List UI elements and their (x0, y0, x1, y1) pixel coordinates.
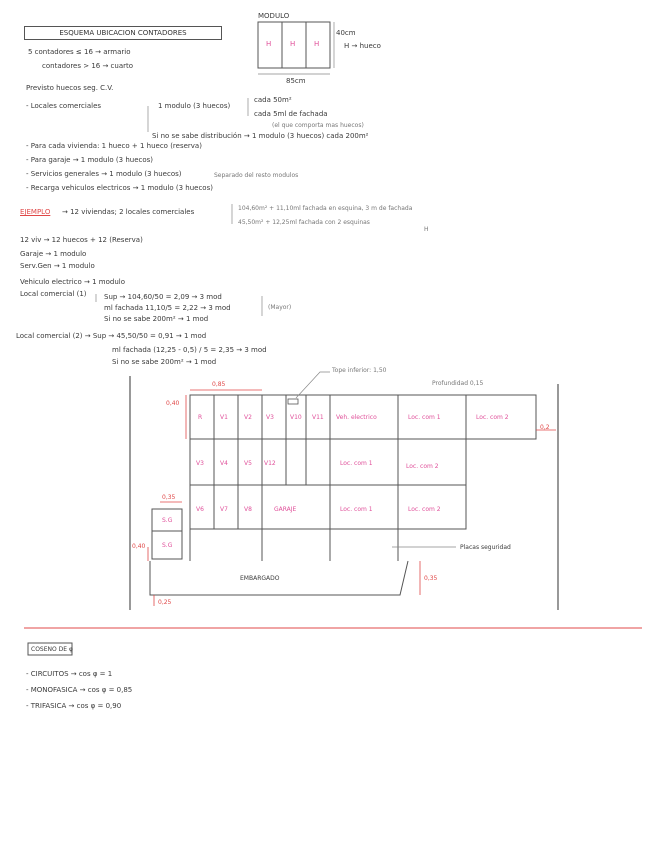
cell-v7: V7 (220, 506, 228, 513)
cell-loc1-r1: Loc. com 1 (408, 414, 441, 421)
item-servicios: - Servicios generales → 1 modulo (3 huecos) (26, 170, 182, 178)
cell-veh-electrico: Veh. electrico (336, 414, 377, 421)
calc-local2: Local comercial (2) → Sup → 45,50/50 = 0,91 → 1 mod (16, 332, 207, 340)
cell-loc1-r3: Loc. com 1 (340, 506, 373, 513)
modulo-cell-1: H (266, 40, 272, 48)
note-mayor: (Mayor) (268, 304, 292, 311)
modulo-legend: H → hueco (344, 42, 381, 50)
cell-v5: V5 (244, 460, 252, 467)
calc-local1-nosabe: Si no se sabe 200m² → 1 mod (104, 315, 209, 323)
modulo-width: 85cm (286, 77, 306, 85)
locales-opt1c: (el que comporta mas huecos) (272, 122, 364, 129)
previsto-text: Previsto huecos seg. C.V. (26, 84, 114, 92)
cell-garaje: GARAJE (274, 506, 297, 513)
cell-loc1-r2: Loc. com 1 (340, 460, 373, 467)
item-garaje: - Para garaje → 1 modulo (3 huecos) (26, 156, 154, 164)
dim-foot: 0,25 (158, 599, 172, 606)
dim-basin: 0,35 (424, 575, 438, 582)
calc-vehiculo: Vehiculo electrico → 1 modulo (20, 278, 125, 286)
ejemplo-local1: 104,60m² + 11,10ml fachada en esquina, 3 m de fachada (238, 205, 413, 212)
cell-v4: V4 (220, 460, 228, 467)
cell-r: R (198, 414, 203, 421)
calc-local1-fachada: ml fachada 11,10/5 = 2,22 → 3 mod (104, 304, 231, 312)
cell-v3-top: V3 (266, 414, 274, 421)
ejemplo-local2: 45,50m² + 12,25ml fachada con 2 esquinas (238, 219, 370, 226)
cell-loc2-r2: Loc. com 2 (406, 463, 439, 470)
calc-local2-nosabe: Si no se sabe 200m² → 1 mod (112, 358, 217, 366)
modulo-label: MODULO (258, 12, 290, 20)
coseno-trifasica: - TRIFASICA → cos φ = 0,90 (26, 702, 122, 710)
modulo-height: 40cm (336, 29, 356, 37)
calc-local2-fachada: ml fachada (12,25 - 0,5) / 5 = 2,35 → 3 mod (112, 346, 267, 354)
dim-top: 0,85 (212, 381, 226, 388)
cell-v6: V6 (196, 506, 204, 513)
coseno-label: COSENO DE φ (31, 646, 73, 653)
locales-opt1a: cada 50m² (254, 96, 292, 104)
ejemplo-text: → 12 viviendas; 2 locales comerciales (62, 208, 195, 216)
cell-v10: V10 (290, 414, 302, 421)
note-tope-inferior: Tope inferior: 1,50 (332, 367, 387, 374)
basin-label: EMBARGADO (240, 575, 280, 582)
locales-label: - Locales comerciales (26, 102, 102, 110)
cell-v8: V8 (244, 506, 252, 513)
item-vivienda: - Para cada vivienda: 1 hueco + 1 hueco (reserva) (26, 142, 202, 150)
item-recarga: - Recarga vehiculos electricos → 1 modulo (3 huecos) (26, 184, 213, 192)
modulo-cell-3: H (314, 40, 320, 48)
coseno-monofasica: - MONOFASICA → cos φ = 0,85 (26, 686, 133, 694)
calc-viviendas: 12 viv → 12 huecos + 12 (Reserva) (20, 236, 143, 244)
rule-cuarto: contadores > 16 → cuarto (42, 62, 134, 70)
page-title: ESQUEMA UBICACION CONTADORES (24, 26, 222, 40)
cell-v3: V3 (196, 460, 204, 467)
dim-right: 0,2 (540, 424, 550, 431)
locales-opt2: Si no se sabe distribución → 1 modulo (3 huecos) cada 200m² (152, 132, 369, 140)
modulo-cell-2: H (290, 40, 296, 48)
calc-local1: Local comercial (1) (20, 290, 87, 298)
ejemplo-local2-mark: H (424, 226, 429, 233)
rule-armario: 5 contadores ≤ 16 → armario (28, 48, 131, 56)
cell-sg-2: S.G (162, 542, 173, 549)
protect-label: Placas seguridad (460, 544, 511, 551)
note-profundidad: Profundidad 0,15 (432, 380, 484, 387)
dim-bottom: 0,40 (132, 543, 146, 550)
locales-opt1: 1 modulo (3 huecos) (158, 102, 231, 110)
calc-servgen: Serv.Gen → 1 modulo (20, 262, 95, 270)
calc-garaje: Garaje → 1 modulo (20, 250, 87, 258)
cell-loc2-r3: Loc. com 2 (408, 506, 441, 513)
coseno-circuitos: - CIRCUITOS → cos φ = 1 (26, 670, 113, 678)
cell-v1: V1 (220, 414, 228, 421)
cell-loc2-r1: Loc. com 2 (476, 414, 509, 421)
cell-v12: V12 (264, 460, 276, 467)
ejemplo-label: EJEMPLO (20, 208, 51, 216)
calc-local1-sup: Sup → 104,60/50 = 2,09 → 3 mod (104, 293, 222, 301)
dim-side: 0,35 (162, 494, 176, 501)
dim-left: 0,40 (166, 400, 180, 407)
cell-sg-1: S.G (162, 517, 173, 524)
servicios-note: Separado del resto modulos (214, 172, 299, 179)
locales-opt1b: cada 5ml de fachada (254, 110, 328, 118)
cell-v11: V11 (312, 414, 324, 421)
cell-v2: V2 (244, 414, 252, 421)
